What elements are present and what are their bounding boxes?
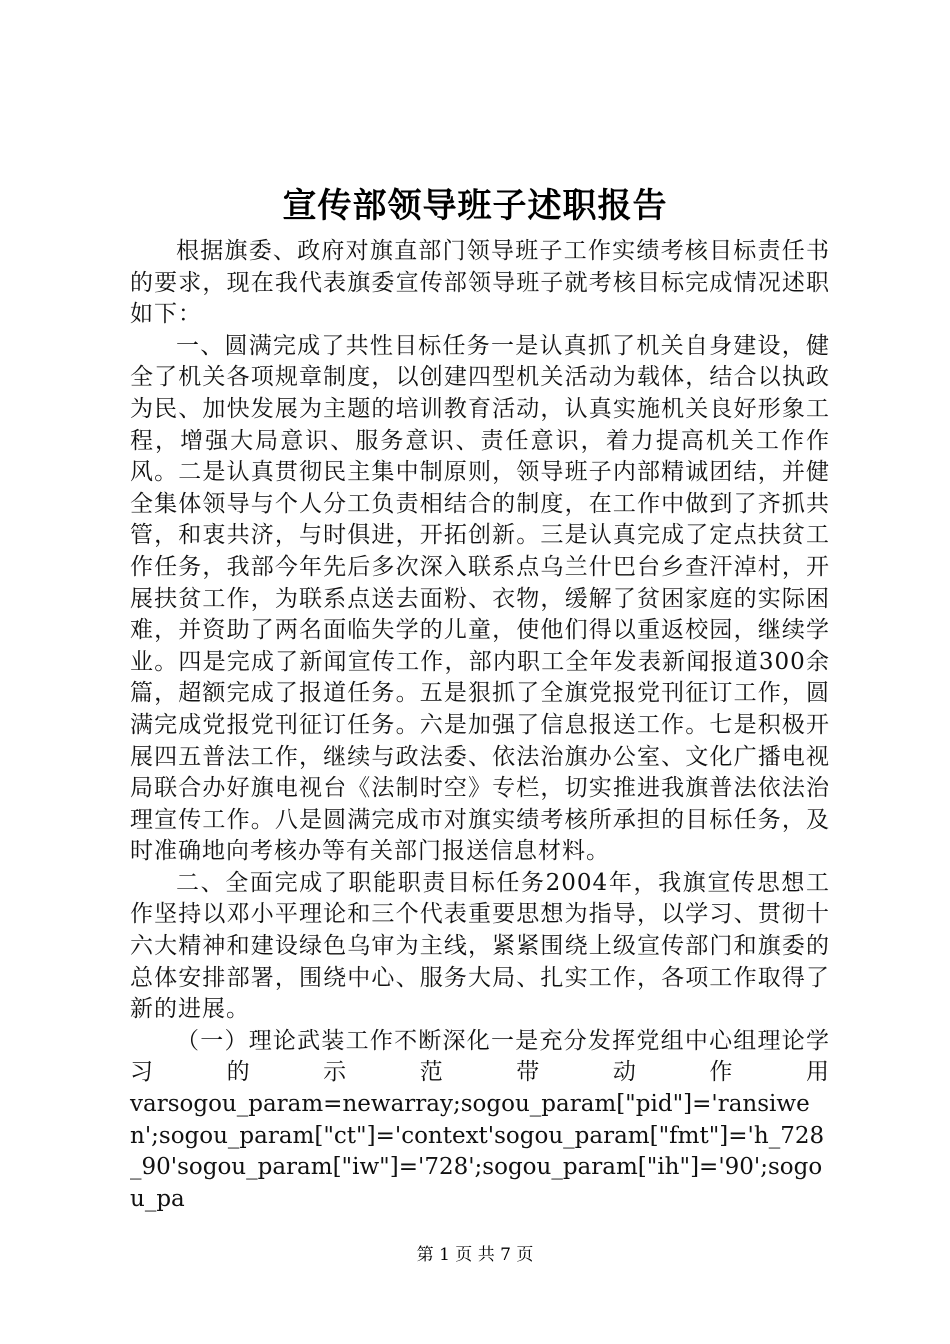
paragraph-intro: 根据旗委、政府对旗直部门领导班子工作实绩考核目标责任书的要求，现在我代表旗委宣传部领导班子就考核目标完成情况述职如下：: [130, 238, 830, 328]
page-number: 第 1 页 共 7 页: [416, 1245, 534, 1265]
paragraph-section-two: 二、全面完成了职能职责目标任务2004年，我旗宣传思想工作坚持以邓小平理论和三个代表重要思想为指导，以学习、贯彻十六大精神和建设绿色乌审为主线，紧紧围绕上级宣传部门和旗委的总体安排部署，围绕中心、服务大局、扎实工作，各项工作取得了新的进展。: [130, 869, 830, 1023]
document-title: 宣传部领导班子述职报告: [282, 186, 668, 226]
document-body: [130, 236, 830, 1215]
paragraph-section-one: 一、圆满完成了共性目标任务一是认真抓了机关自身建设，健全了机关各项规章制度，以创建四型机关活动为载体，结合以执政为民、加快发展为主题的培训教育活动，认真实施机关良好形象工程，增强大局意识、服务意识、责任意识，着力提高机关工作作风。二是认真贯彻民主集中制原则，领导班子内部精诚团结，并健全集体领导与个人分工负责相结合的制度，在工作中做到了齐抓共管，和衷共济，与时俱进，开拓创新。三是认真完成了定点扶贫工作任务，我部今年先后多次深入联系点乌兰什巴台乡查汗淖村，开展扶贫工作，为联系点送去面粉、衣物，缓解了贫困家庭的实际困难，并资助了两名面临失学的儿童，使他们得以重返校园，继续学业。四是完成了新闻宣传工作，部内职工全年发表新闻报道300余篇，超额完成了报道任务。五是狠抓了全旗党报党刊征订工作，圆满完成党报党刊征订任务。六是加强了信息报送工作。七是积极开展四五普法工作，继续与政法委、依法治旗办公室、文化广播电视局联合办好旗电视台《法制时空》专栏，切实推进我旗普法依法治理宣传工作。八是圆满完成市对旗实绩考核所承担的目标任务，及时准确地向考核办等有关部门报送信息材料。: [130, 332, 830, 865]
embedded-script-text: varsogou_param=newarray;sogou_param["pid"]='ransiwen';sogou_param["ct"]='context'sogou_param["fmt"]='h_728_90'sogou_param["iw"]='728';sogou_param["ih"]='90';sogou_pa: [130, 1091, 825, 1212]
paragraph-subsection-one: （一）理论武装工作不断深化一是充分发挥党组中心组理论学习的示范带动作用: [130, 1027, 830, 1086]
